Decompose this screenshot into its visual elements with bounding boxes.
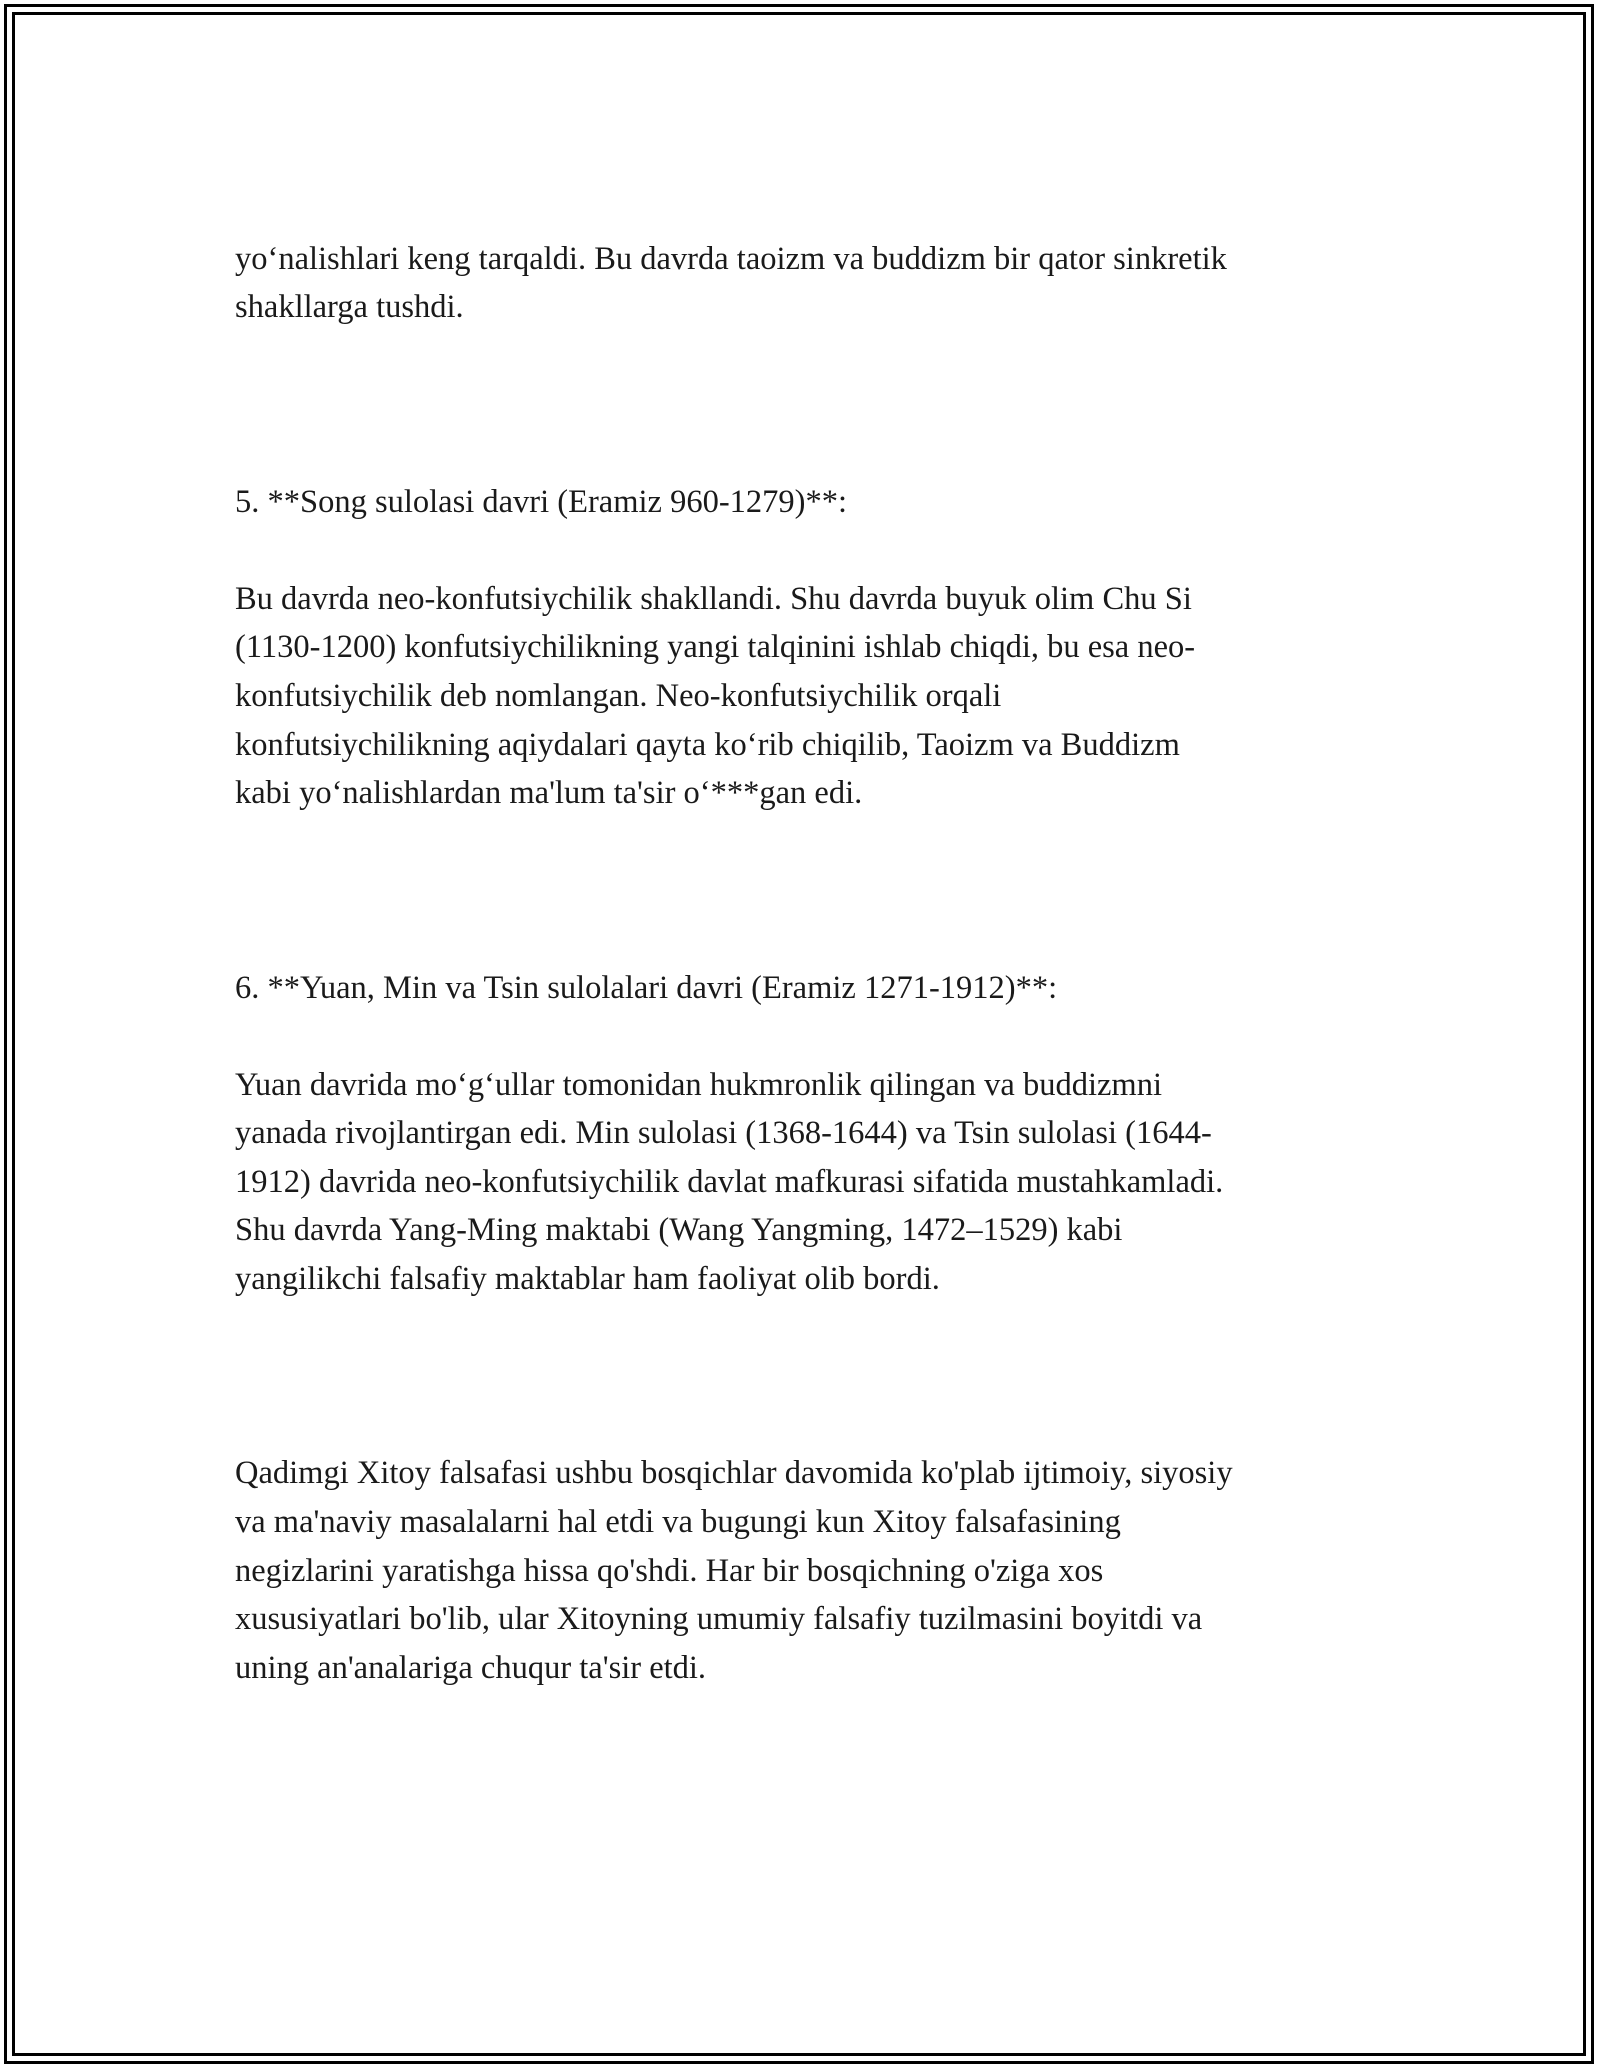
paragraph-continuation bbox=[235, 186, 1380, 380]
paragraph-text: Qadimgi Xitoy falsafasi ushbu bosqichlar davomida ko'plab ijtimoiy, siyosiy va ma'naviy masalalarni hal etdi va bugungi kun Xitoy falsafasining negizlarini yaratishga hissa qo'shdi. Har bir bosqichning o'ziga xos xususiyatlari bo'lib, ular Xitoyning umumiy falsafiy tuzilmasini boyitdi va uning an'analariga chuqur ta'sir etdi. bbox=[235, 1455, 1233, 1686]
paragraph-text: yo‘nalishlari keng tarqaldi. Bu davrda taoizm va buddizm bir qator sinkretik shakllarga tushdi. bbox=[235, 240, 1227, 326]
section-yuan-min-tsin-dynasties bbox=[235, 915, 1380, 1352]
section-song-dynasty bbox=[235, 429, 1380, 866]
document-body bbox=[235, 186, 1380, 1790]
section-heading: 5. **Song sulolasi davri (Eramiz 960-1279)**: bbox=[235, 483, 847, 520]
paragraph-conclusion bbox=[235, 1401, 1380, 1741]
section-heading: 6. **Yuan, Min va Tsin sulolalari davri (Eramiz 1271-1912)**: bbox=[235, 969, 1058, 1006]
paragraph-text: Yuan davrida mo‘g‘ullar tomonidan hukmronlik qilingan va buddizmni yanada rivojlantirgan edi. Min sulolasi (1368-1644) va Tsin sulolasi (1644- 1912) davrida neo-konfutsiychilik davlat mafkurasi sifatida mustahkamladi. Shu davrda Yang-Ming maktabi (Wang Yangming, 1472–1529) kabi yangilikchi falsafiy maktablar ham faoliyat olib bordi. bbox=[235, 1066, 1224, 1298]
paragraph-text: Bu davrda neo-konfutsiychilik shakllandi. Shu davrda buyuk olim Chu Si (1130-1200) konfutsiychilikning yangi talqinini ishlab chiqdi, bu esa neo- konfutsiychilik deb nomlangan. Neo-konfutsiychilik orqali konfutsiychilikning aqiydalari qayta ko‘rib chiqilib, Taoizm va Buddizm kabi yo‘nalishlardan ma'lum ta'sir o‘***gan edi. bbox=[235, 580, 1196, 812]
